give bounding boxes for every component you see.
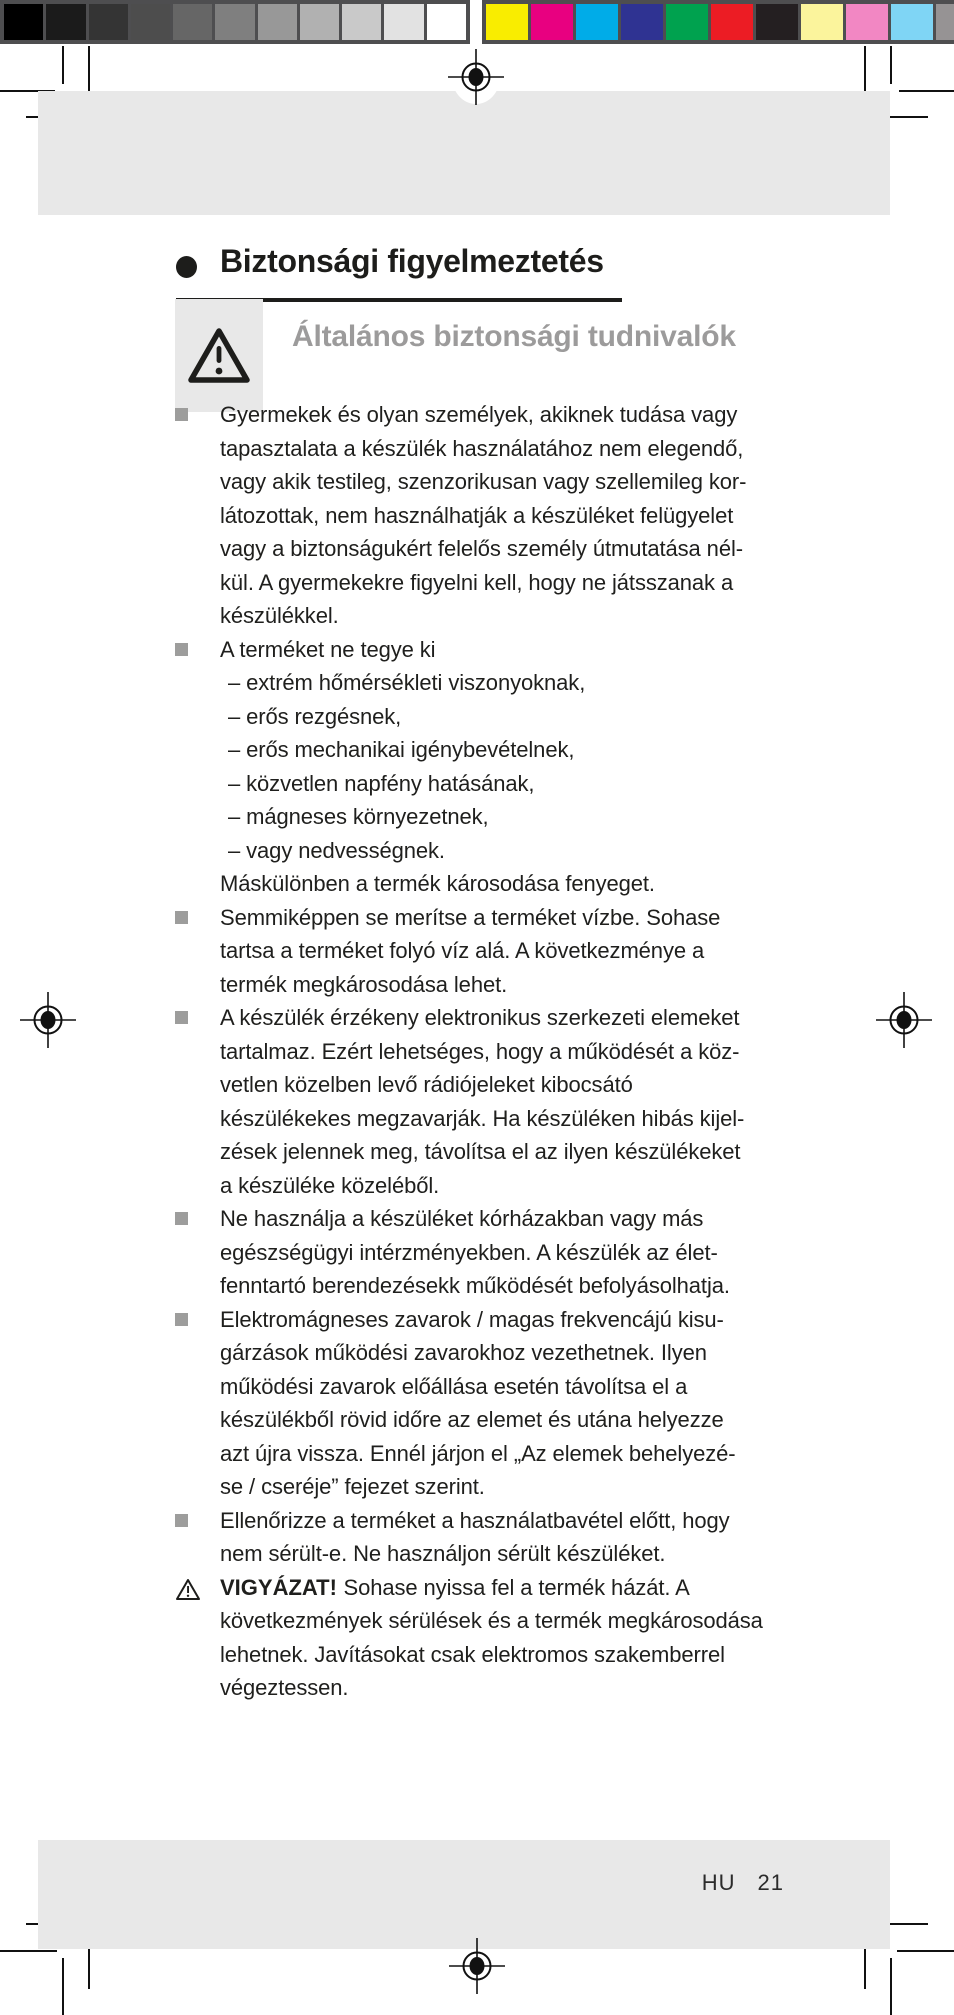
calibration-swatch: [173, 4, 212, 40]
body-line: Ellenőrizze a terméket a használatbavétel előtt, hogy: [220, 1507, 730, 1533]
body-line: – mágneses környezetnek,: [228, 804, 489, 829]
body-line: – erős mechanikai igénybevételnek,: [228, 737, 575, 762]
body-line: termék megkárosodása lehet.: [220, 971, 508, 997]
calibration-swatch: [891, 4, 933, 40]
calibration-swatch: [621, 4, 663, 40]
page-title: Biztonsági figyelmeztetés: [220, 243, 604, 279]
calibration-swatch: [384, 4, 423, 40]
square-bullet-icon: [175, 1212, 188, 1225]
calibration-swatch: [46, 4, 85, 40]
crop-mark: [62, 46, 64, 84]
list-item-text: [220, 1202, 815, 1303]
body-line: se / cseréje” fejezet szerint.: [220, 1474, 485, 1499]
section-title-row: [176, 243, 604, 280]
body-line: Ne használja a készüléket kórházakban vagy más: [220, 1206, 704, 1231]
list-item-marker-column: [175, 1303, 220, 1326]
list-item: [175, 633, 815, 901]
list-item-text: [220, 1504, 815, 1571]
list-item-marker-column: [175, 633, 220, 656]
crop-mark: [897, 1950, 954, 1952]
calibration-swatch: [846, 4, 888, 40]
square-bullet-icon: [175, 911, 188, 924]
body-line: – extrém hőmérsékleti viszonyoknak,: [228, 670, 586, 695]
body-line: tapasztalata a készülék használatához nem elegendő,: [220, 435, 744, 461]
list-item: [175, 901, 815, 1002]
body-line: gárzások működési zavarokhoz vezethetnek. Ilyen: [220, 1340, 707, 1365]
calibration-swatch: [215, 4, 254, 40]
list-item: [175, 1303, 815, 1504]
list-item: [175, 1504, 815, 1571]
calibration-swatch: [936, 4, 954, 40]
body-line: látozottak, nem használhatják a készüléket felügyelet: [220, 502, 734, 528]
registration-mark-icon: [876, 992, 932, 1048]
body-line: Gyermekek és olyan személyek, akiknek tudása vagy: [220, 402, 738, 427]
square-bullet-icon: [175, 1011, 188, 1024]
body-line: – közvetlen napfény hatásának,: [228, 770, 535, 796]
calibration-swatch: [258, 4, 297, 40]
grayscale-calibration-bar: [0, 0, 470, 44]
bullet-dot-icon: [176, 256, 197, 278]
body-line: a készüléke közeléből.: [220, 1172, 440, 1198]
color-calibration-bar: [482, 0, 954, 44]
calibration-swatch: [427, 4, 466, 40]
calibration-swatch: [89, 4, 128, 40]
calibration-swatch: [486, 4, 528, 40]
list-item-marker-column: [175, 1504, 220, 1527]
list-item-marker-column: [175, 398, 220, 421]
body-line: következmények sérülések és a termék megkárosodása: [220, 1608, 763, 1633]
calibration-swatch: [4, 4, 43, 40]
crop-mark: [88, 1943, 90, 1989]
square-bullet-icon: [175, 1313, 188, 1326]
subsection-title: Általános biztonsági tudnivalók: [292, 320, 736, 353]
body-line: zések jelennek meg, távolítsa el az ilyen készülékeket: [220, 1139, 741, 1164]
crop-mark: [890, 1958, 892, 2015]
language-code: HU: [701, 1870, 736, 1895]
body-line: Máskülönben a termék károsodása fenyeget.: [220, 871, 655, 896]
registration-mark-icon: [448, 49, 504, 105]
calibration-swatch: [756, 4, 798, 40]
registration-mark-icon: [20, 992, 76, 1048]
body-line: A készülék érzékeny elektronikus szerkezeti elemeket: [220, 1005, 740, 1030]
body-line: [220, 1571, 815, 1605]
crop-mark: [899, 90, 954, 92]
footer-band: [38, 1840, 890, 1949]
crop-mark: [864, 1943, 866, 1989]
list-item-marker-column: [175, 1571, 220, 1601]
crop-mark: [890, 46, 892, 84]
list-item: [175, 398, 815, 633]
list-item-text: [220, 1001, 815, 1202]
list-item-text: [220, 633, 815, 901]
square-bullet-icon: [175, 1514, 188, 1527]
calibration-swatch: [342, 4, 381, 40]
body-line: készülékkel.: [220, 603, 339, 628]
calibration-swatch: [531, 4, 573, 40]
body-line: egészségügyi intérzményekben. A készülék az élet-: [220, 1239, 718, 1265]
body-line: nem sérült-e. Ne használjon sérült készüléket.: [220, 1541, 666, 1566]
body-line: tartalmaz. Ezért lehetséges, hogy a működését a köz-: [220, 1038, 740, 1064]
body-line: azt újra vissza. Ennél járjon el „Az elemek behelyezé-: [220, 1440, 736, 1466]
body-line: végeztessen.: [220, 1675, 349, 1700]
body-line: Semmiképpen se merítse a terméket vízbe. Sohase: [220, 904, 721, 930]
body-line: készülékből rövid időre az elemet és utána helyezze: [220, 1407, 724, 1432]
body-line: Elektromágneses zavarok / magas frekvencájú kisu-: [220, 1306, 724, 1332]
body-line: fenntartó berendezésekk működését befolyásolhatja.: [220, 1273, 730, 1298]
list-item-marker-column: [175, 901, 220, 924]
warning-triangle-icon: [186, 326, 252, 386]
list-item-text: [220, 398, 815, 633]
list-item-marker-column: [175, 1202, 220, 1225]
warning-triangle-icon: [175, 1578, 201, 1601]
registration-mark-icon: [449, 1938, 505, 1994]
list-item-text: [220, 1303, 815, 1504]
body-line: A terméket ne tegye ki: [220, 636, 436, 662]
calibration-swatch: [576, 4, 618, 40]
calibration-swatch: [801, 4, 843, 40]
page-number: 21: [757, 1870, 784, 1895]
body-line: vetlen közelben levő rádiójeleket kibocsátó: [220, 1072, 633, 1097]
body-line: működési zavarok előállása esetén távolítsa el a: [220, 1373, 688, 1399]
body-line: tartsa a terméket folyó víz alá. A következménye a: [220, 938, 705, 963]
warning-icon-box: [175, 299, 263, 412]
list-item: [175, 1571, 815, 1705]
square-bullet-icon: [175, 643, 188, 656]
square-bullet-icon: [175, 408, 188, 421]
calibration-swatch: [300, 4, 339, 40]
list-item: [175, 1001, 815, 1202]
body-line-text: Sohase nyissa fel a termék házát. A: [343, 1574, 690, 1600]
warning-keyword: VIGYÁZAT!: [220, 1574, 337, 1600]
body-line: lehetnek. Javításokat csak elektromos szakemberrel: [220, 1641, 725, 1667]
calibration-swatch: [666, 4, 708, 40]
crop-mark: [0, 1950, 57, 1952]
calibration-swatch: [711, 4, 753, 40]
crop-mark: [62, 1958, 64, 2015]
body-line: készülékekes megzavarják. Ha készüléken hibás kijel-: [220, 1105, 745, 1131]
list-item-text: [220, 1571, 815, 1705]
body-line: kül. A gyermekekre figyelni kell, hogy ne játsszanak a: [220, 569, 734, 595]
list-item: [175, 1202, 815, 1303]
list-item-marker-column: [175, 1001, 220, 1024]
body-line: – erős rezgésnek,: [228, 703, 402, 729]
page-footer: [702, 1870, 784, 1896]
body-line: vagy akik testileg, szenzorikusan vagy szellemileg kor-: [220, 469, 747, 494]
header-band: [38, 91, 890, 215]
calibration-swatch: [131, 4, 170, 40]
list-item-text: [220, 901, 815, 1002]
body-line: – vagy nedvességnek.: [228, 837, 445, 863]
body-line: vagy a biztonságukért felelős személy útmutatása nél-: [220, 536, 743, 561]
safety-instructions-list: [175, 398, 815, 1705]
